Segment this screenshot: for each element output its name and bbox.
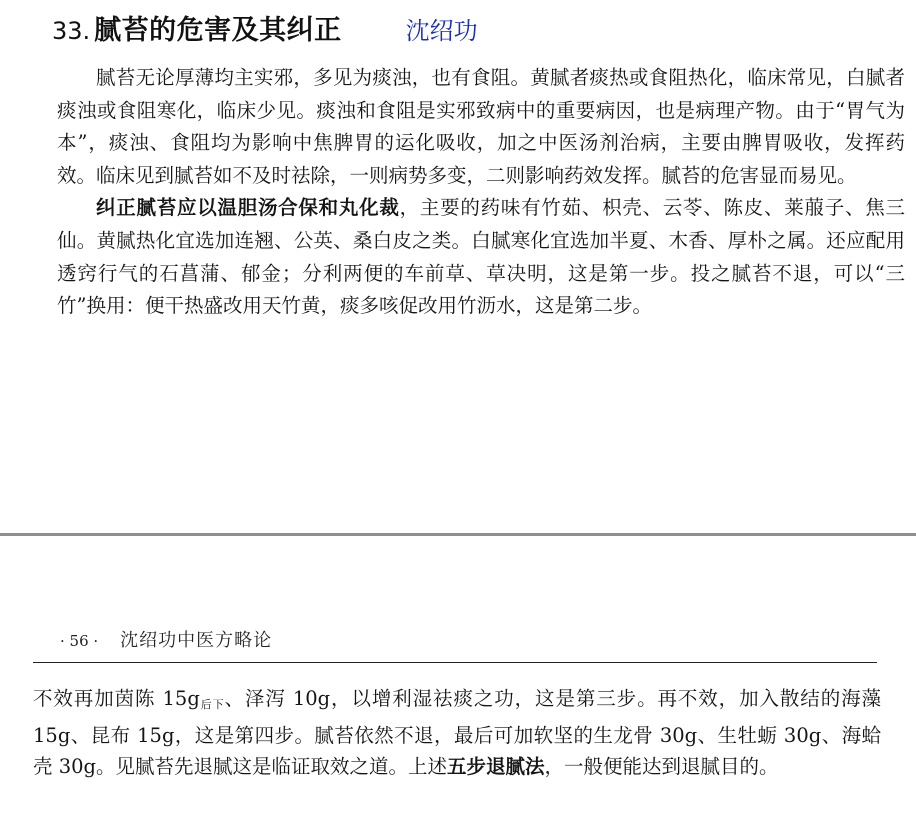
paragraph-correction-steps: [57, 192, 905, 322]
page-number: · 56 ·: [60, 632, 99, 650]
running-head-rule: [33, 662, 877, 663]
running-head: [60, 626, 880, 656]
paragraph-continuation: [33, 683, 881, 783]
paragraph-greasy-coating-harm: 腻苔无论厚薄均主实邪，多见为痰浊，也有食阻。黄腻者痰热或食阻热化，临床常见，白腻者痰浊或食阻寒化，临床少见。痰浊和食阻是实邪致病中的重要病因，也是病理产物。由于“胃气为本”，痰浊、食阻均为影响中焦脾胃的运化吸收，加之中医汤剂治病，主要由脾胃吸收，发挥药效。临床见到腻苔如不及时祛除，一则病势多变，二则影响药效发挥。腻苔的危害显而易见。: [57, 66, 905, 187]
continuation-body: [33, 683, 881, 783]
page-break-divider: [0, 533, 916, 536]
article-title: 腻苔的危害及其纠正: [94, 15, 342, 46]
continuation-text-part-3: ，一般便能达到退腻目的。: [544, 755, 779, 779]
article-header: [52, 8, 892, 50]
paragraph-correction-text: ，主要的药味有竹茹、枳壳、云苓、陈皮、莱菔子、焦三仙。黄腻热化宜选加连翘、公英、桑白皮之类。白腻寒化宜选加半夏、木香、厚朴之属。还应配用透窍行气的石菖蒲、郁金；分利两便的车前草、草决明，这是第一步。投之腻苔不退，可以“三竹”换用：便干热盛改用天竹黄，痰多咳促改用竹沥水，这是第二步。: [57, 196, 905, 318]
bold-principle-text: 纠正腻苔应以温胆汤合保和丸化裁: [96, 196, 400, 220]
bold-method-name: 五步退腻法: [447, 755, 545, 779]
decoction-note: 后下: [199, 698, 225, 711]
book-title: 沈绍功中医方略论: [120, 630, 273, 651]
article-number: 33.: [52, 17, 91, 45]
continuation-text-part-1: 不效再加茵陈 15g: [33, 687, 200, 710]
continuation-text-part-2: 、泽泻 10g，以增利湿祛痰之功，这是第三步。再不效，加入散结的海藻 15g、昆布 15g，这是第四步。腻苔依然不退，最后可加软坚的生龙骨 30g、生牡蛎 30g、海蛤壳 30g。见腻苔先退腻这是临证取效之道。上述: [33, 687, 882, 779]
article-author: 沈绍功: [405, 17, 478, 45]
article-body: [57, 62, 905, 323]
